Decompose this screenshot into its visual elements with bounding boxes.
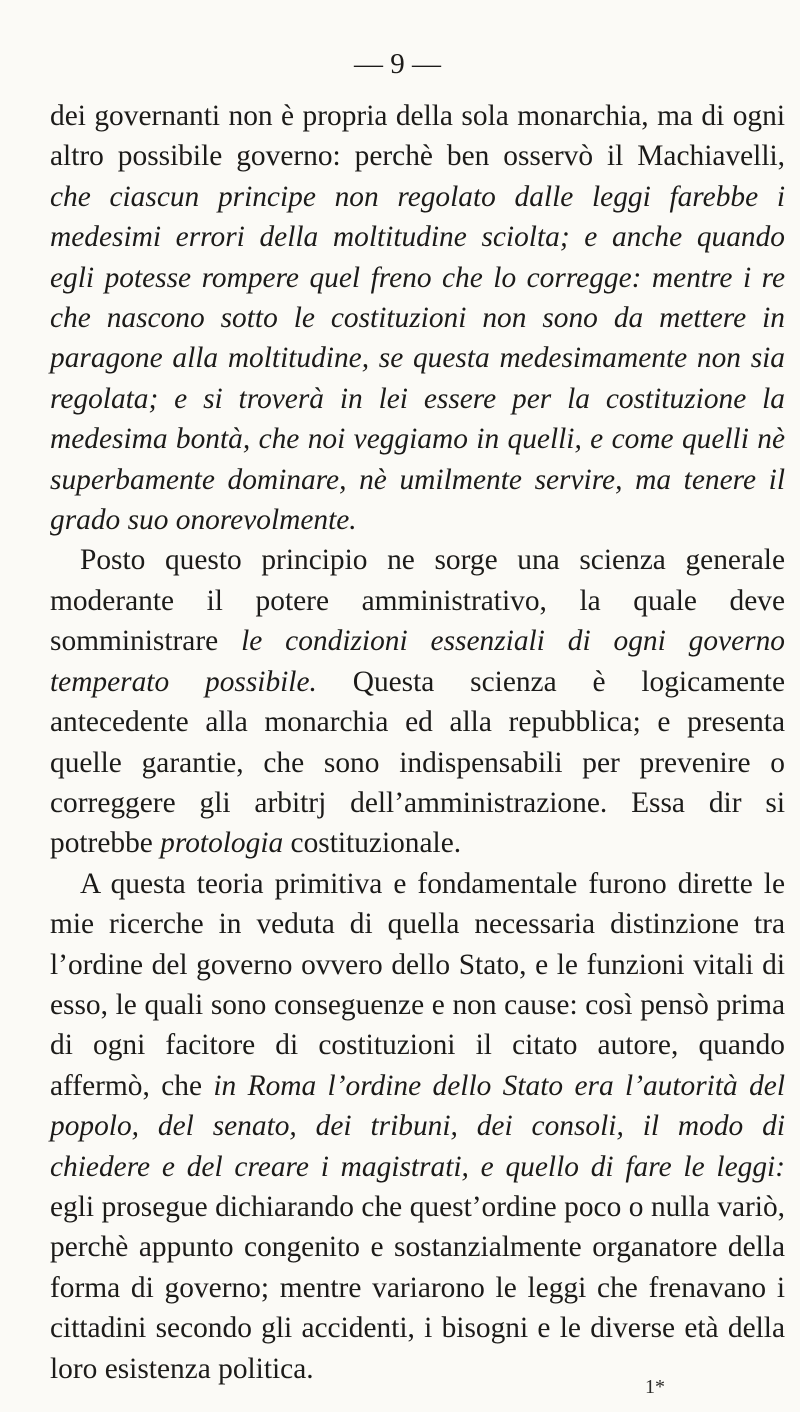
text-run: A questa teoria primitiva e fondamentale furono dirette le mie ricerche in veduta di quella necessaria distinzione tra l’ordine del governo ovvero dello Stato, e le funzioni vitali di esso, le quali sono conseguenze e non cause: così pensò prima di ogni facitore di costituzioni il citato autore, quando affermò, che <box>50 867 785 1102</box>
page-body <box>50 96 785 1389</box>
text-run: dei governanti non è propria della sola monarchia, ma di ogni altro possibile governo: perchè ben osservò il Machiavelli, <box>50 100 785 173</box>
text-run: egli prosegue dichiarando che quest’ordine poco o nulla variò, perchè appunto congenito e sostanzialmente organatore della forma di governo; mentre variarono le leggi che frenavano i cittadini secondo gli accidenti, i bisogni e le diverse età della loro esistenza politica. <box>50 1190 785 1385</box>
page-number: — 9 — <box>354 48 441 80</box>
text-run: costituzionale. <box>283 827 462 860</box>
paragraph-2 <box>50 540 785 863</box>
book-page <box>50 44 785 1389</box>
text-run: Posto questo principio ne sorge una scienza generale moderante il potere amministrativo, la quale deve somministrare <box>50 544 785 658</box>
paragraph-1 <box>50 96 785 540</box>
signature-mark: 1* <box>645 1376 665 1398</box>
italic-passage: in Roma l’ordine dello Stato era l’autorità del popolo, del senato, dei tribuni, dei consoli, il modo di chiedere e del creare i magistrati, e quello di fare le leggi: <box>50 1069 785 1183</box>
italic-passage: che ciascun principe non regolato dalle leggi farebbe i medesimi errori della moltitudine sciolta; e anche quando egli potesse rompere quel freno che lo corregge: mentre i re che nascono sotto le costituzioni non sono da mettere in paragone alla moltitudine, se questa medesimamente non sia regolata; e si troverà in lei essere per la costituzione la medesima bontà, che noi veggiamo in quelli, e come quelli nè superbamente dominare, nè umilmente servire, ma tenere il grado suo onorevolmente. <box>50 180 785 537</box>
paragraph-3 <box>50 864 785 1389</box>
italic-passage: le condizioni essenziali di ogni governo temperato possibile. <box>50 625 785 698</box>
italic-passage: protologia <box>160 827 284 860</box>
text-run: Questa scienza è logicamente antecedente alla monarchia ed alla repubblica; e presenta quelle garantie, che sono indispensabili per prevenire o correggere gli arbitrj dell’amministrazione. Essa dir si potrebbe <box>50 665 786 860</box>
